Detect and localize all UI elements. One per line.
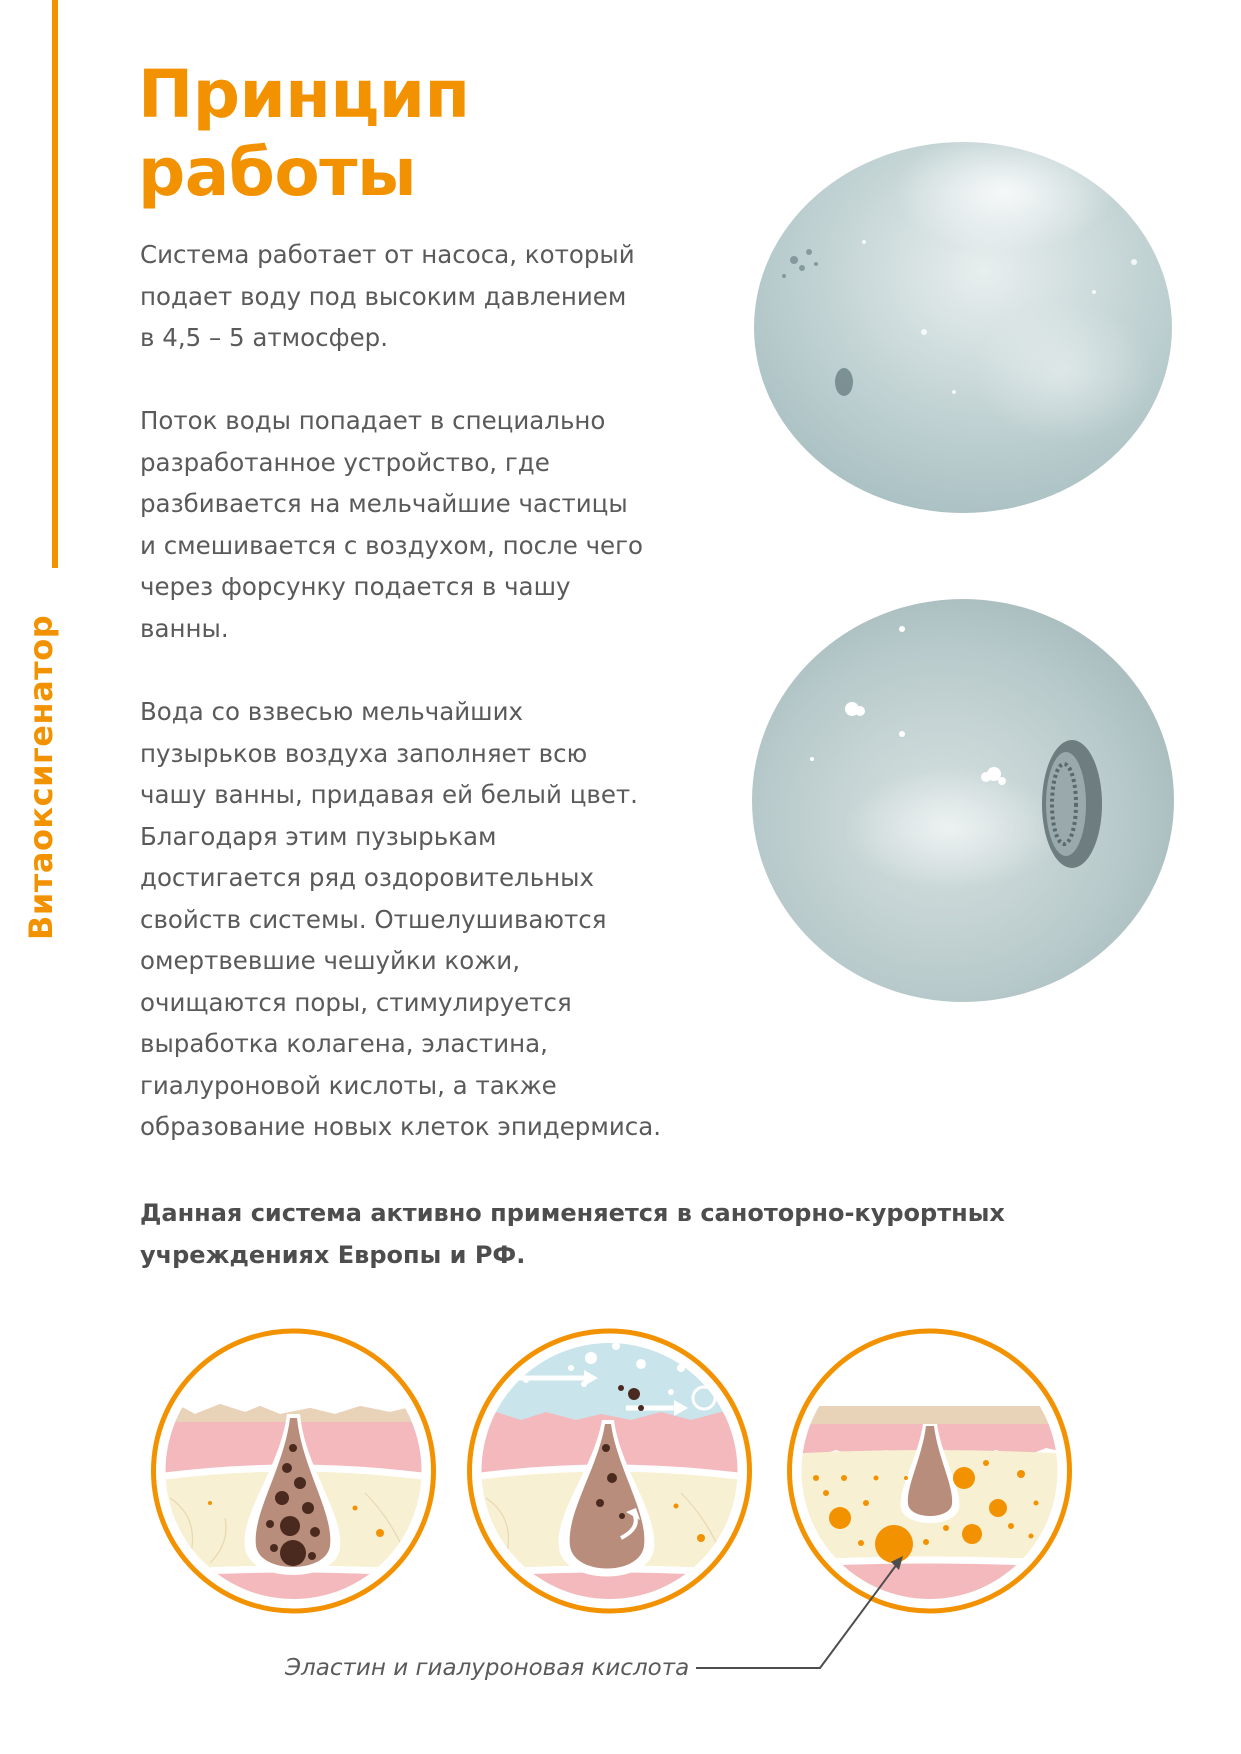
page-title <box>138 56 658 212</box>
page-title-line-1: Принцип <box>138 56 470 133</box>
skin-diagram-renewed <box>786 1328 1073 1614</box>
paragraph-benefits: Вода со взвесью мельчайших пузырьков воздуха заполняет всю чашу ванны, придавая ей белый цвет. Благодаря этим пузырькам достигается ряд оздоровительных свойств системы. Отшелушиваются омертвевшие чешуйки кожи, очищаются поры, стимулируется выработка колагена, эластина, гиалуроновой кислоты, а также образование новых клеток эпидермиса. <box>140 697 662 1141</box>
page-title-line-2: работы <box>138 134 417 211</box>
nozzle-icon <box>1042 740 1102 868</box>
skin-diagram-cleansing <box>466 1328 753 1614</box>
paragraph-pump: Система работает от насоса, который подает воду под высоким давлением в 4,5 – 5 атмосфер. <box>140 240 635 352</box>
paragraph-device: Поток воды попадает в специально разработанное устройство, где разбивается на мельчайшие частицы и смешивается с воздухом, после чего через форсунку подается в чашу ванны. <box>140 406 643 643</box>
bath-nozzle-photo <box>752 599 1174 1002</box>
bath-water-photo <box>754 142 1172 513</box>
side-accent-line <box>52 0 58 568</box>
usage-note: Данная система активно применяется в саноторно-курортных учреждениях Европы и РФ. <box>140 1199 1005 1269</box>
skin-diagram-clogged <box>150 1328 437 1614</box>
side-section-text: Витаоксигенатор <box>22 614 60 940</box>
diagram-caption: Эластин и гиалуроновая кислота <box>285 1655 690 1681</box>
